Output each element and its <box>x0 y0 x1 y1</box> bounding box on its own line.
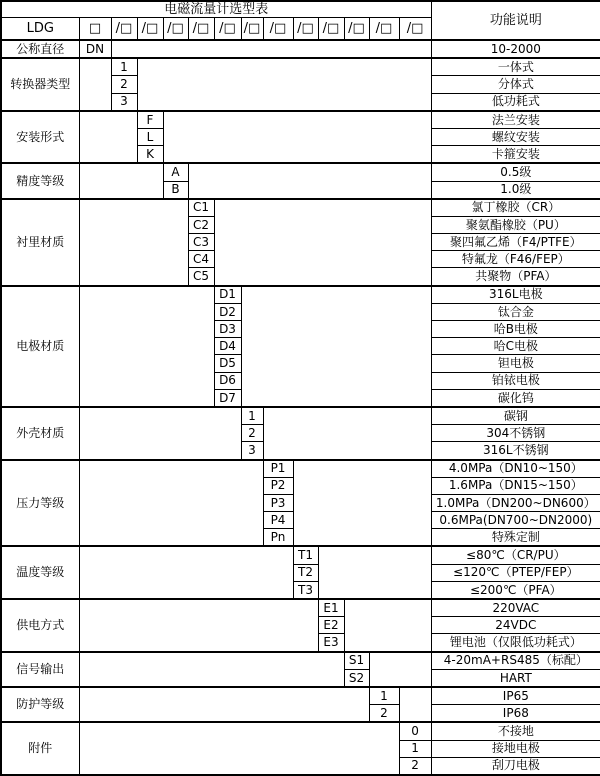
blank-cell <box>214 199 431 286</box>
option-code-cell: T3 <box>293 581 318 599</box>
blank-cell <box>79 286 214 407</box>
option-desc-cell: 碳化钨 <box>431 389 600 407</box>
option-desc-cell: 刮刀电极 <box>431 757 600 775</box>
option-desc-cell: 聚氨酯橡胶（PU） <box>431 216 600 233</box>
code-slot-cell: /□ <box>318 18 344 41</box>
option-code-cell: P1 <box>263 460 293 478</box>
code-slot-cell: /□ <box>188 18 214 41</box>
option-desc-cell: 卡箍安装 <box>431 146 600 164</box>
code-slot-cell: /□ <box>241 18 263 41</box>
option-code-cell: Pn <box>263 529 293 547</box>
option-code-cell: 1 <box>241 407 263 425</box>
option-desc-cell: 接地电极 <box>431 740 600 757</box>
blank-cell <box>79 199 188 286</box>
table-title: 电磁流量计选型表 <box>1 1 431 18</box>
option-code-cell: C3 <box>188 234 214 251</box>
option-desc-cell: 1.0级 <box>431 181 600 199</box>
option-code-cell: P3 <box>263 494 293 511</box>
blank-cell <box>293 460 431 547</box>
option-code-cell: 3 <box>241 442 263 460</box>
option-code-cell: E1 <box>318 599 344 617</box>
option-code-cell: D3 <box>214 321 241 338</box>
option-desc-cell: 哈C电极 <box>431 338 600 355</box>
option-desc-cell: 聚四氟乙烯（F4/PTFE） <box>431 234 600 251</box>
option-desc-cell: 螺纹安装 <box>431 128 600 145</box>
option-code-cell: T1 <box>293 546 318 564</box>
option-desc-cell: 特氟龙（F46/FEP） <box>431 251 600 268</box>
blank-cell <box>318 546 431 599</box>
option-desc-cell: ≤200℃（PFA） <box>431 581 600 599</box>
blank-cell <box>79 163 163 198</box>
option-code-cell: F <box>137 111 163 129</box>
code-slot-cell: /□ <box>399 18 431 41</box>
blank-cell <box>263 407 431 460</box>
blank-cell <box>369 652 431 687</box>
function-column-header: 功能说明 <box>431 1 600 40</box>
option-desc-cell: 法兰安装 <box>431 111 600 129</box>
category-label: 压力等级 <box>1 460 79 547</box>
blank-cell <box>241 286 431 407</box>
option-desc-cell: 特殊定制 <box>431 529 600 547</box>
option-code-cell: D6 <box>214 372 241 389</box>
option-code-cell: 1 <box>399 740 431 757</box>
option-code-cell: S2 <box>344 669 369 687</box>
option-desc-cell: 一体式 <box>431 58 600 76</box>
option-code-cell: C2 <box>188 216 214 233</box>
option-code-cell: E2 <box>318 617 344 634</box>
code-slot-cell: /□ <box>293 18 318 41</box>
option-code-cell: S1 <box>344 652 369 670</box>
option-desc-cell: 4.0MPa（DN10~150） <box>431 460 600 478</box>
option-code-cell: 2 <box>241 425 263 442</box>
code-slot-cell: /□ <box>163 18 188 41</box>
option-code-cell: E3 <box>318 634 344 652</box>
category-label: 精度等级 <box>1 163 79 198</box>
option-code-cell: 1 <box>369 687 399 705</box>
option-code-cell: T2 <box>293 564 318 581</box>
option-code-cell: P4 <box>263 512 293 529</box>
blank-cell <box>79 652 344 687</box>
option-desc-cell: 0.6MPa(DN700~DN2000) <box>431 512 600 529</box>
option-desc-cell: 钽电极 <box>431 355 600 372</box>
option-code-cell: A <box>163 163 188 181</box>
category-label: 防护等级 <box>1 687 79 722</box>
option-code-cell: C1 <box>188 199 214 217</box>
option-code-cell: B <box>163 181 188 199</box>
blank-cell <box>79 460 263 547</box>
option-desc-cell: 316L电极 <box>431 286 600 304</box>
diameter-desc-cell: 10-2000 <box>431 40 600 58</box>
code-slot-cell: /□ <box>214 18 241 41</box>
option-code-cell: D4 <box>214 338 241 355</box>
category-label: 安装形式 <box>1 111 79 164</box>
option-code-cell: 2 <box>111 76 137 93</box>
blank-cell <box>79 58 111 111</box>
option-code-cell: L <box>137 128 163 145</box>
option-code-cell: D2 <box>214 303 241 320</box>
option-desc-cell: 4-20mA+RS485（标配） <box>431 652 600 670</box>
category-label: 供电方式 <box>1 599 79 652</box>
option-desc-cell: 0.5级 <box>431 163 600 181</box>
blank-cell <box>344 599 431 652</box>
option-code-cell: 0 <box>399 722 431 740</box>
option-code-cell: D1 <box>214 286 241 304</box>
model-prefix-cell: LDG <box>1 18 79 41</box>
option-code-cell: D7 <box>214 389 241 407</box>
category-label: 温度等级 <box>1 546 79 599</box>
blank-cell <box>79 111 137 164</box>
option-code-cell: P2 <box>263 477 293 494</box>
option-code-cell: 3 <box>111 93 137 111</box>
category-label: 电极材质 <box>1 286 79 407</box>
code-slot-cell: /□ <box>137 18 163 41</box>
blank-cell <box>137 58 431 111</box>
blank-cell <box>111 40 431 58</box>
category-label: 信号输出 <box>1 652 79 687</box>
blank-cell <box>399 687 431 722</box>
option-desc-cell: 24VDC <box>431 617 600 634</box>
option-desc-cell: 氯丁橡胶（CR） <box>431 199 600 217</box>
option-desc-cell: 哈B电极 <box>431 321 600 338</box>
option-desc-cell: 分体式 <box>431 76 600 93</box>
option-desc-cell: 钛合金 <box>431 303 600 320</box>
blank-cell <box>188 163 431 198</box>
option-desc-cell: ≤80℃（CR/PU） <box>431 546 600 564</box>
option-desc-cell: 304不锈钢 <box>431 425 600 442</box>
option-code-cell: 1 <box>111 58 137 76</box>
diameter-code-cell: DN <box>79 40 111 58</box>
option-code-cell: 2 <box>399 757 431 775</box>
code-slot-cell: /□ <box>344 18 369 41</box>
diameter-label: 公称直径 <box>1 40 79 58</box>
blank-cell <box>79 407 241 460</box>
option-code-cell: 2 <box>369 705 399 723</box>
blank-cell <box>163 111 431 164</box>
option-desc-cell: 1.0MPa（DN200~DN600） <box>431 494 600 511</box>
code-slot-cell: /□ <box>263 18 293 41</box>
option-code-cell: C4 <box>188 251 214 268</box>
option-desc-cell: 碳钢 <box>431 407 600 425</box>
category-label: 外壳材质 <box>1 407 79 460</box>
blank-cell <box>79 722 399 775</box>
option-code-cell: K <box>137 146 163 164</box>
option-desc-cell: 316L不锈钢 <box>431 442 600 460</box>
code-slot-cell: /□ <box>111 18 137 41</box>
option-desc-cell: 低功耗式 <box>431 93 600 111</box>
option-desc-cell: HART <box>431 669 600 687</box>
blank-cell <box>79 546 293 599</box>
option-code-cell: C5 <box>188 268 214 286</box>
code-slot-cell: /□ <box>369 18 399 41</box>
option-desc-cell: 铂铱电极 <box>431 372 600 389</box>
category-label: 附件 <box>1 722 79 775</box>
option-desc-cell: IP68 <box>431 705 600 723</box>
option-desc-cell: IP65 <box>431 687 600 705</box>
option-desc-cell: 1.6MPa（DN15~150） <box>431 477 600 494</box>
option-desc-cell: ≤120℃（PTEP/FEP） <box>431 564 600 581</box>
category-label: 衬里材质 <box>1 199 79 286</box>
code-box-cell: □ <box>79 18 111 41</box>
blank-cell <box>79 599 318 652</box>
option-code-cell: D5 <box>214 355 241 372</box>
option-desc-cell: 锂电池（仅限低功耗式） <box>431 634 600 652</box>
category-label: 转换器类型 <box>1 58 79 111</box>
blank-cell <box>79 687 369 722</box>
option-desc-cell: 共聚物（PFA） <box>431 268 600 286</box>
option-desc-cell: 220VAC <box>431 599 600 617</box>
option-desc-cell: 不接地 <box>431 722 600 740</box>
